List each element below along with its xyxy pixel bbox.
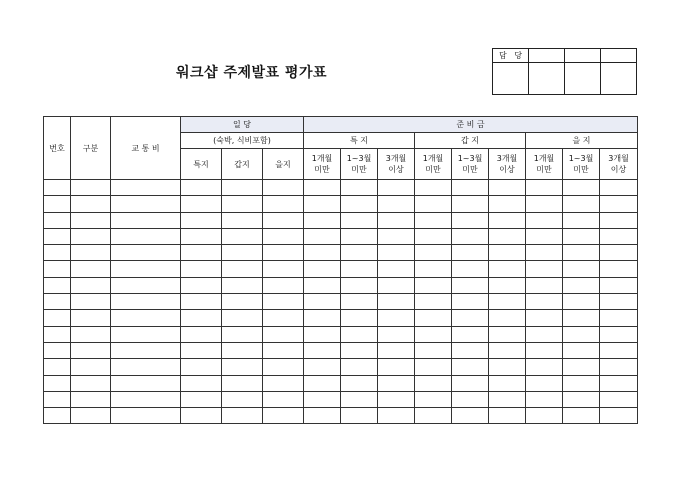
- table-cell[interactable]: [600, 408, 638, 424]
- table-cell[interactable]: [71, 326, 111, 342]
- table-cell[interactable]: [563, 277, 600, 293]
- header-period-over-3: 3개월 이상: [489, 149, 526, 180]
- table-cell[interactable]: [452, 326, 489, 342]
- table-cell[interactable]: [489, 196, 526, 212]
- table-cell[interactable]: [304, 196, 341, 212]
- header-prep: 준 비 금: [304, 117, 638, 133]
- table-cell[interactable]: [222, 261, 263, 277]
- table-cell[interactable]: [71, 277, 111, 293]
- table-body: [44, 180, 638, 424]
- table-cell[interactable]: [600, 180, 638, 196]
- table-cell[interactable]: [181, 391, 222, 407]
- table-cell[interactable]: [44, 391, 71, 407]
- table-cell[interactable]: [71, 342, 111, 358]
- header-period-1-3: 1~3월 미만: [341, 149, 378, 180]
- table-row: [44, 196, 638, 212]
- table-cell[interactable]: [378, 196, 415, 212]
- table-cell[interactable]: [600, 310, 638, 326]
- table-cell[interactable]: [44, 228, 71, 244]
- table-cell[interactable]: [415, 359, 452, 375]
- table-cell[interactable]: [181, 196, 222, 212]
- table-cell[interactable]: [222, 196, 263, 212]
- table-cell[interactable]: [222, 391, 263, 407]
- table-cell[interactable]: [600, 228, 638, 244]
- table-cell[interactable]: [341, 228, 378, 244]
- table-cell[interactable]: [415, 277, 452, 293]
- table-cell[interactable]: [341, 261, 378, 277]
- approval-label: 담 당: [493, 49, 529, 63]
- table-cell[interactable]: [415, 261, 452, 277]
- table-cell[interactable]: [526, 196, 563, 212]
- table-cell[interactable]: [600, 375, 638, 391]
- table-cell[interactable]: [489, 261, 526, 277]
- approval-sign-cell[interactable]: [529, 63, 565, 95]
- table-cell[interactable]: [600, 261, 638, 277]
- table-cell[interactable]: [452, 180, 489, 196]
- table-cell[interactable]: [44, 342, 71, 358]
- table-cell[interactable]: [341, 294, 378, 310]
- table-cell[interactable]: [452, 245, 489, 261]
- table-cell[interactable]: [489, 359, 526, 375]
- table-cell[interactable]: [526, 375, 563, 391]
- table-cell[interactable]: [111, 245, 181, 261]
- table-cell[interactable]: [111, 408, 181, 424]
- table-cell[interactable]: [452, 391, 489, 407]
- table-cell[interactable]: [489, 212, 526, 228]
- approval-header-cell: [565, 49, 601, 63]
- table-cell[interactable]: [181, 261, 222, 277]
- table-cell[interactable]: [263, 326, 304, 342]
- table-cell[interactable]: [563, 261, 600, 277]
- table-cell[interactable]: [600, 245, 638, 261]
- table-cell[interactable]: [181, 228, 222, 244]
- table-cell[interactable]: [222, 228, 263, 244]
- table-cell[interactable]: [489, 277, 526, 293]
- table-cell[interactable]: [111, 277, 181, 293]
- table-cell[interactable]: [263, 294, 304, 310]
- table-cell[interactable]: [222, 294, 263, 310]
- table-cell[interactable]: [415, 180, 452, 196]
- table-cell[interactable]: [600, 277, 638, 293]
- table-cell[interactable]: [378, 408, 415, 424]
- table-cell[interactable]: [222, 180, 263, 196]
- table-cell[interactable]: [600, 391, 638, 407]
- table-cell[interactable]: [415, 342, 452, 358]
- table-cell[interactable]: [452, 294, 489, 310]
- header-transport: 교 통 비: [111, 117, 181, 180]
- table-cell[interactable]: [44, 310, 71, 326]
- table-cell[interactable]: [415, 212, 452, 228]
- table-cell[interactable]: [415, 294, 452, 310]
- table-cell[interactable]: [111, 294, 181, 310]
- evaluation-table: [43, 116, 638, 424]
- table-cell[interactable]: [44, 277, 71, 293]
- table-cell[interactable]: [44, 261, 71, 277]
- table-cell[interactable]: [304, 408, 341, 424]
- table-cell[interactable]: [263, 228, 304, 244]
- table-row: [44, 359, 638, 375]
- table-cell[interactable]: [44, 326, 71, 342]
- table-cell[interactable]: [44, 180, 71, 196]
- table-cell[interactable]: [263, 277, 304, 293]
- table-cell[interactable]: [489, 245, 526, 261]
- table-cell[interactable]: [415, 196, 452, 212]
- table-cell[interactable]: [563, 326, 600, 342]
- table-cell[interactable]: [489, 375, 526, 391]
- table-cell[interactable]: [263, 375, 304, 391]
- table-cell[interactable]: [452, 359, 489, 375]
- table-cell[interactable]: [71, 261, 111, 277]
- table-cell[interactable]: [341, 180, 378, 196]
- table-cell[interactable]: [378, 326, 415, 342]
- header-period-under-1: 1개월 미만: [415, 149, 452, 180]
- table-cell[interactable]: [526, 359, 563, 375]
- table-cell[interactable]: [378, 359, 415, 375]
- table-cell[interactable]: [341, 212, 378, 228]
- table-cell[interactable]: [222, 277, 263, 293]
- header-period-over-3: 3개월 이상: [378, 149, 415, 180]
- table-cell[interactable]: [341, 359, 378, 375]
- table-cell[interactable]: [304, 359, 341, 375]
- table-cell[interactable]: [304, 326, 341, 342]
- table-cell[interactable]: [452, 342, 489, 358]
- table-cell[interactable]: [44, 294, 71, 310]
- table-cell[interactable]: [526, 294, 563, 310]
- table-row: [44, 310, 638, 326]
- table-cell[interactable]: [415, 375, 452, 391]
- table-cell[interactable]: [263, 391, 304, 407]
- table-cell[interactable]: [181, 277, 222, 293]
- table-cell[interactable]: [563, 228, 600, 244]
- table-cell[interactable]: [452, 375, 489, 391]
- table-cell[interactable]: [111, 180, 181, 196]
- table-row: [44, 342, 638, 358]
- table-cell[interactable]: [304, 228, 341, 244]
- table-cell[interactable]: [181, 375, 222, 391]
- table-cell[interactable]: [222, 326, 263, 342]
- header-daily: 일 당: [181, 117, 304, 133]
- table-cell[interactable]: [263, 180, 304, 196]
- table-cell[interactable]: [222, 359, 263, 375]
- table-cell[interactable]: [563, 391, 600, 407]
- approval-sign-cell[interactable]: [601, 63, 637, 95]
- table-cell[interactable]: [71, 212, 111, 228]
- table-cell[interactable]: [71, 359, 111, 375]
- table-cell[interactable]: [526, 245, 563, 261]
- table-cell[interactable]: [222, 310, 263, 326]
- header-daily-special: 특지: [181, 149, 222, 180]
- table-cell[interactable]: [44, 375, 71, 391]
- table-row: [44, 261, 638, 277]
- approval-sign-cell[interactable]: [493, 63, 529, 95]
- table-cell[interactable]: [563, 408, 600, 424]
- table-cell[interactable]: [263, 245, 304, 261]
- table-cell[interactable]: [263, 196, 304, 212]
- table-cell[interactable]: [489, 228, 526, 244]
- table-cell[interactable]: [563, 180, 600, 196]
- table-cell[interactable]: [263, 408, 304, 424]
- header-daily-note: (숙박, 식비포함): [181, 133, 304, 149]
- table-cell[interactable]: [415, 310, 452, 326]
- table-cell[interactable]: [44, 196, 71, 212]
- table-cell[interactable]: [304, 391, 341, 407]
- table-cell[interactable]: [71, 245, 111, 261]
- approval-sign-cell[interactable]: [565, 63, 601, 95]
- table-cell[interactable]: [600, 196, 638, 212]
- table-cell[interactable]: [563, 342, 600, 358]
- table-cell[interactable]: [304, 310, 341, 326]
- table-cell[interactable]: [378, 310, 415, 326]
- table-cell[interactable]: [526, 408, 563, 424]
- table-cell[interactable]: [222, 245, 263, 261]
- table-cell[interactable]: [44, 408, 71, 424]
- table-cell[interactable]: [111, 310, 181, 326]
- table-cell[interactable]: [222, 342, 263, 358]
- table-cell[interactable]: [304, 277, 341, 293]
- table-cell[interactable]: [563, 310, 600, 326]
- table-cell[interactable]: [304, 375, 341, 391]
- table-cell[interactable]: [526, 228, 563, 244]
- table-cell[interactable]: [44, 359, 71, 375]
- table-cell[interactable]: [378, 294, 415, 310]
- approval-box: [492, 48, 637, 95]
- table-cell[interactable]: [71, 391, 111, 407]
- header-region-eul: 을 지: [526, 133, 638, 149]
- table-cell[interactable]: [222, 408, 263, 424]
- table-cell[interactable]: [489, 342, 526, 358]
- table-row: [44, 375, 638, 391]
- table-cell[interactable]: [452, 310, 489, 326]
- table-cell[interactable]: [526, 310, 563, 326]
- table-cell[interactable]: [341, 391, 378, 407]
- table-cell[interactable]: [71, 196, 111, 212]
- table-cell[interactable]: [111, 326, 181, 342]
- table-cell[interactable]: [222, 212, 263, 228]
- table-cell[interactable]: [71, 375, 111, 391]
- table-cell[interactable]: [341, 326, 378, 342]
- table-cell[interactable]: [263, 359, 304, 375]
- table-cell[interactable]: [181, 212, 222, 228]
- table-cell[interactable]: [526, 342, 563, 358]
- table-cell[interactable]: [378, 391, 415, 407]
- table-cell[interactable]: [304, 342, 341, 358]
- header-period-over-3: 3개월 이상: [600, 149, 638, 180]
- table-cell[interactable]: [111, 228, 181, 244]
- table-cell[interactable]: [563, 212, 600, 228]
- header-period-under-1: 1개월 미만: [526, 149, 563, 180]
- table-cell[interactable]: [111, 359, 181, 375]
- table-cell[interactable]: [181, 294, 222, 310]
- table-cell[interactable]: [181, 310, 222, 326]
- table-cell[interactable]: [378, 261, 415, 277]
- table-cell[interactable]: [44, 245, 71, 261]
- table-cell[interactable]: [452, 228, 489, 244]
- table-cell[interactable]: [263, 212, 304, 228]
- table-cell[interactable]: [341, 375, 378, 391]
- table-cell[interactable]: [304, 261, 341, 277]
- table-cell[interactable]: [526, 326, 563, 342]
- table-cell[interactable]: [181, 180, 222, 196]
- table-cell[interactable]: [600, 294, 638, 310]
- table-cell[interactable]: [452, 261, 489, 277]
- table-cell[interactable]: [489, 391, 526, 407]
- table-row: [44, 294, 638, 310]
- table-cell[interactable]: [415, 245, 452, 261]
- table-cell[interactable]: [452, 277, 489, 293]
- table-cell[interactable]: [600, 212, 638, 228]
- table-cell[interactable]: [71, 228, 111, 244]
- header-daily-gap: 갑지: [222, 149, 263, 180]
- table-cell[interactable]: [71, 294, 111, 310]
- table-cell[interactable]: [600, 359, 638, 375]
- header-period-under-1: 1개월 미만: [304, 149, 341, 180]
- table-cell[interactable]: [415, 228, 452, 244]
- table-cell[interactable]: [378, 228, 415, 244]
- header-period-1-3: 1~3월 미만: [563, 149, 600, 180]
- table-cell[interactable]: [489, 294, 526, 310]
- table-cell[interactable]: [378, 212, 415, 228]
- table-cell[interactable]: [263, 342, 304, 358]
- table-cell[interactable]: [71, 310, 111, 326]
- header-region-gap: 갑 지: [415, 133, 526, 149]
- table-cell[interactable]: [378, 245, 415, 261]
- table-cell[interactable]: [415, 391, 452, 407]
- table-cell[interactable]: [111, 212, 181, 228]
- table-cell[interactable]: [378, 375, 415, 391]
- table-cell[interactable]: [600, 342, 638, 358]
- table-cell[interactable]: [111, 261, 181, 277]
- table-cell[interactable]: [263, 261, 304, 277]
- table-cell[interactable]: [341, 408, 378, 424]
- table-row: [44, 408, 638, 424]
- header-period-1-3: 1~3월 미만: [452, 149, 489, 180]
- table-cell[interactable]: [341, 342, 378, 358]
- table-cell[interactable]: [304, 180, 341, 196]
- table-cell[interactable]: [489, 310, 526, 326]
- header-number: 번호: [44, 117, 71, 180]
- table-cell[interactable]: [222, 375, 263, 391]
- approval-header-cell: [529, 49, 565, 63]
- table-cell[interactable]: [600, 326, 638, 342]
- table-cell[interactable]: [415, 408, 452, 424]
- table-cell[interactable]: [489, 180, 526, 196]
- table-cell[interactable]: [111, 342, 181, 358]
- table-cell[interactable]: [563, 294, 600, 310]
- header-region-special: 특 지: [304, 133, 415, 149]
- table-row: [44, 326, 638, 342]
- table-cell[interactable]: [181, 245, 222, 261]
- table-cell[interactable]: [489, 408, 526, 424]
- table-cell[interactable]: [71, 180, 111, 196]
- table-cell[interactable]: [526, 212, 563, 228]
- table-cell[interactable]: [378, 180, 415, 196]
- table-cell[interactable]: [71, 408, 111, 424]
- table-cell[interactable]: [415, 326, 452, 342]
- table-cell[interactable]: [526, 277, 563, 293]
- table-row: [44, 228, 638, 244]
- table-cell[interactable]: [181, 342, 222, 358]
- table-row: [44, 391, 638, 407]
- table-cell[interactable]: [563, 359, 600, 375]
- page-title: 워크샵 주제발표 평가표: [176, 65, 327, 81]
- table-cell[interactable]: [526, 391, 563, 407]
- table-cell[interactable]: [304, 294, 341, 310]
- table-row: [44, 245, 638, 261]
- table-cell[interactable]: [111, 196, 181, 212]
- table-cell[interactable]: [452, 196, 489, 212]
- header-daily-eul: 을지: [263, 149, 304, 180]
- table-cell[interactable]: [563, 245, 600, 261]
- approval-header-cell: [601, 49, 637, 63]
- table-cell[interactable]: [341, 310, 378, 326]
- table-cell[interactable]: [181, 326, 222, 342]
- table-row: [44, 212, 638, 228]
- header-category: 구분: [71, 117, 111, 180]
- table-cell[interactable]: [111, 375, 181, 391]
- table-cell[interactable]: [263, 310, 304, 326]
- table-cell[interactable]: [563, 196, 600, 212]
- table-cell[interactable]: [181, 408, 222, 424]
- table-cell[interactable]: [526, 180, 563, 196]
- table-row: [44, 277, 638, 293]
- table-cell[interactable]: [563, 375, 600, 391]
- table-cell[interactable]: [341, 245, 378, 261]
- table-cell[interactable]: [526, 261, 563, 277]
- table-cell[interactable]: [341, 196, 378, 212]
- table-cell[interactable]: [489, 326, 526, 342]
- table-cell[interactable]: [44, 212, 71, 228]
- table-cell[interactable]: [304, 212, 341, 228]
- table-cell[interactable]: [452, 408, 489, 424]
- table-cell[interactable]: [304, 245, 341, 261]
- table-cell[interactable]: [378, 342, 415, 358]
- table-cell[interactable]: [181, 359, 222, 375]
- table-cell[interactable]: [341, 277, 378, 293]
- table-row: [44, 180, 638, 196]
- table-cell[interactable]: [378, 277, 415, 293]
- table-cell[interactable]: [452, 212, 489, 228]
- table-cell[interactable]: [111, 391, 181, 407]
